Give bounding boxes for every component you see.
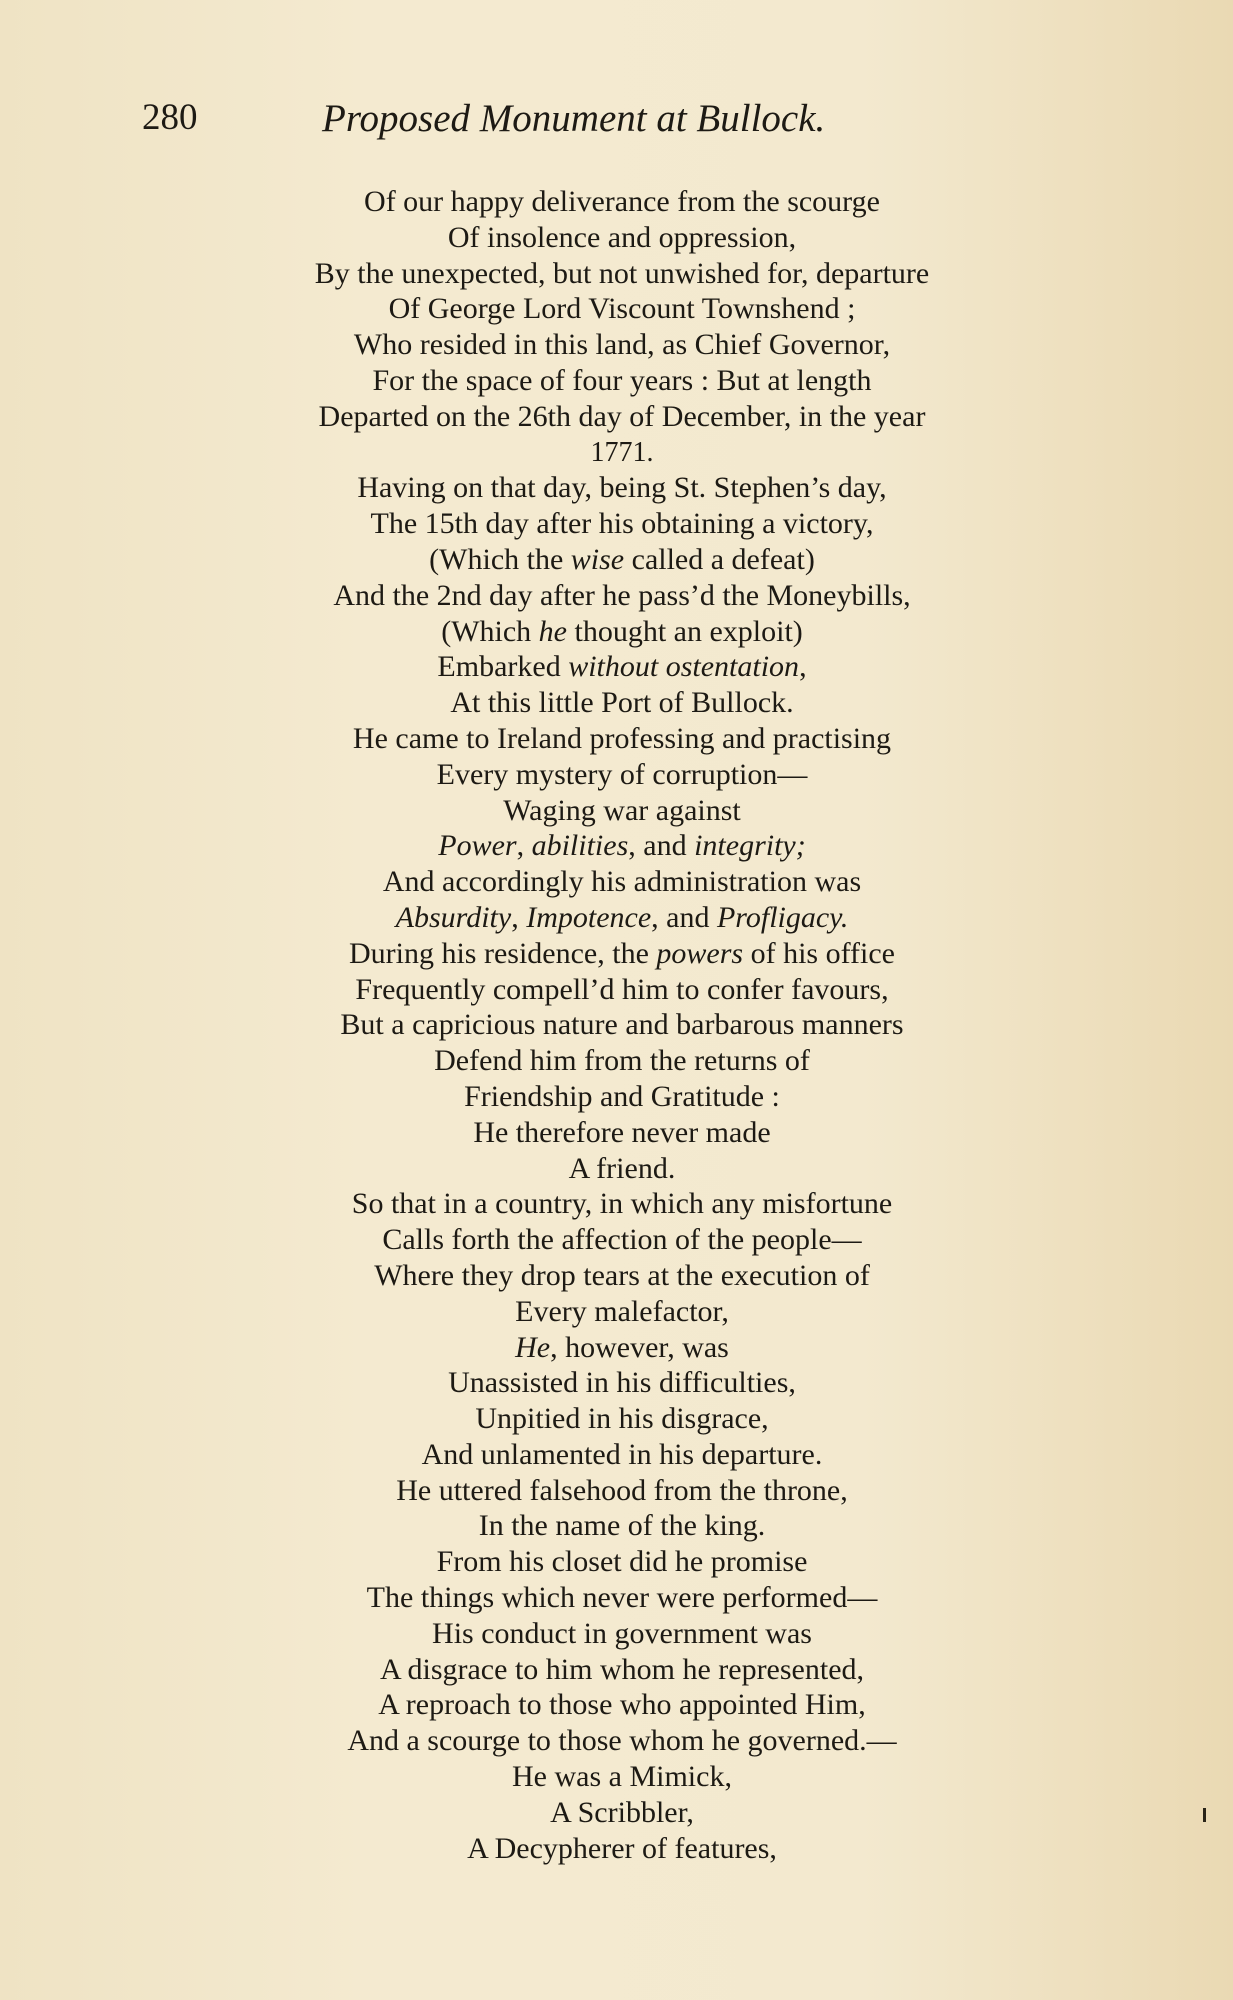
text-line: Frequently compell’d him to confer favours, [355,972,889,1006]
text-line: So that in a country, in which any misfortune [351,1187,893,1221]
text-line: A friend. [568,1151,676,1185]
text-line: His conduct in government was [432,1616,812,1650]
text-line: From his closet did he promise [436,1545,808,1579]
text-line: Calls forth the affection of the people— [382,1223,862,1257]
text-line: He, however, was [515,1330,729,1364]
text-line: But a capricious nature and barbarous manners [340,1008,904,1042]
text-line: Of our happy deliverance from the scourge [364,185,880,218]
text-line: Where they drop tears at the execution of [374,1258,870,1292]
text-line: The things which never were performed— [366,1581,878,1615]
running-title: Proposed Monument at Bullock. [322,97,826,140]
running-head [142,96,1042,148]
text-line: A reproach to those who appointed Him, [378,1688,866,1722]
text-line: Unpitied in his disgrace, [475,1402,769,1436]
text-line: Defend him from the returns of [434,1044,810,1078]
text-line: Having on that day, being St. Stephen’s day, [357,471,887,505]
text-line: He was a Mimick, [512,1760,732,1794]
text-line: (Which the wise called a defeat) [429,542,815,576]
text-line: At this little Port of Bullock. [450,686,794,720]
italic-word: He [515,1330,551,1364]
text-line: And unlamented in his departure. [421,1437,823,1471]
text-line: And accordingly his administration was [382,865,862,899]
text-line: Embarked without ostentation, [437,650,807,684]
text-line: (Which he thought an exploit) [441,614,803,648]
text-line: And a scourge to those whom he governed.— [347,1724,897,1758]
text-line: Of insolence and oppression, [447,220,797,254]
text-line: Friendship and Gratitude : [464,1079,780,1113]
text-line: By the unexpected, but not unwished for, departure [314,256,930,290]
italic-word: Profligacy. [716,900,849,934]
text-line: A disgrace to him whom he represented, [379,1652,865,1686]
text-line: A Scribbler, [550,1795,694,1829]
text-line: During his residence, the powers of his office [348,936,895,970]
inscription-text [182,184,1062,1866]
margin-mark [1203,1808,1206,1822]
text-line: Unassisted in his difficulties, [448,1366,796,1400]
text-line: Every mystery of corruption— [436,757,808,791]
italic-word: he [538,614,567,648]
text-line-year: 1771. [590,436,654,468]
text-line: For the space of four years : But at length [372,363,872,397]
italic-word: integrity; [694,829,806,863]
text-line: Power, abilities, and integrity; [438,829,806,863]
text-line: Absurdity, Impotence, and Profligacy. [395,900,849,934]
italic-word: wise [570,542,625,576]
text-line: And the 2nd day after he pass’d the Moneybills, [333,578,911,612]
text-line: In the name of the king. [478,1509,766,1543]
page-number: 280 [142,97,198,138]
text-line: Departed on the 26th day of December, in the year [318,399,926,433]
italic-word: Absurdity [395,900,512,934]
text-line: Waging war against [503,793,741,827]
text-line: Every malefactor, [515,1294,729,1328]
text-line: He therefore never made [473,1115,771,1149]
text-line: A Decypherer of features, [467,1831,777,1865]
text-line: He uttered falsehood from the throne, [396,1473,848,1507]
italic-word: powers [656,936,744,970]
text-line: The 15th day after his obtaining a victory, [370,507,874,541]
italic-word: Impotence [526,900,652,934]
italic-word: Power [438,829,517,863]
text-line: Who resided in this land, as Chief Governor, [353,328,891,362]
text-line: Of George Lord Viscount Townshend ; [388,292,856,326]
text-line: He came to Ireland professing and practising [352,721,892,755]
italic-word: abilities [531,829,629,863]
italic-word: without ostentation [568,650,800,684]
